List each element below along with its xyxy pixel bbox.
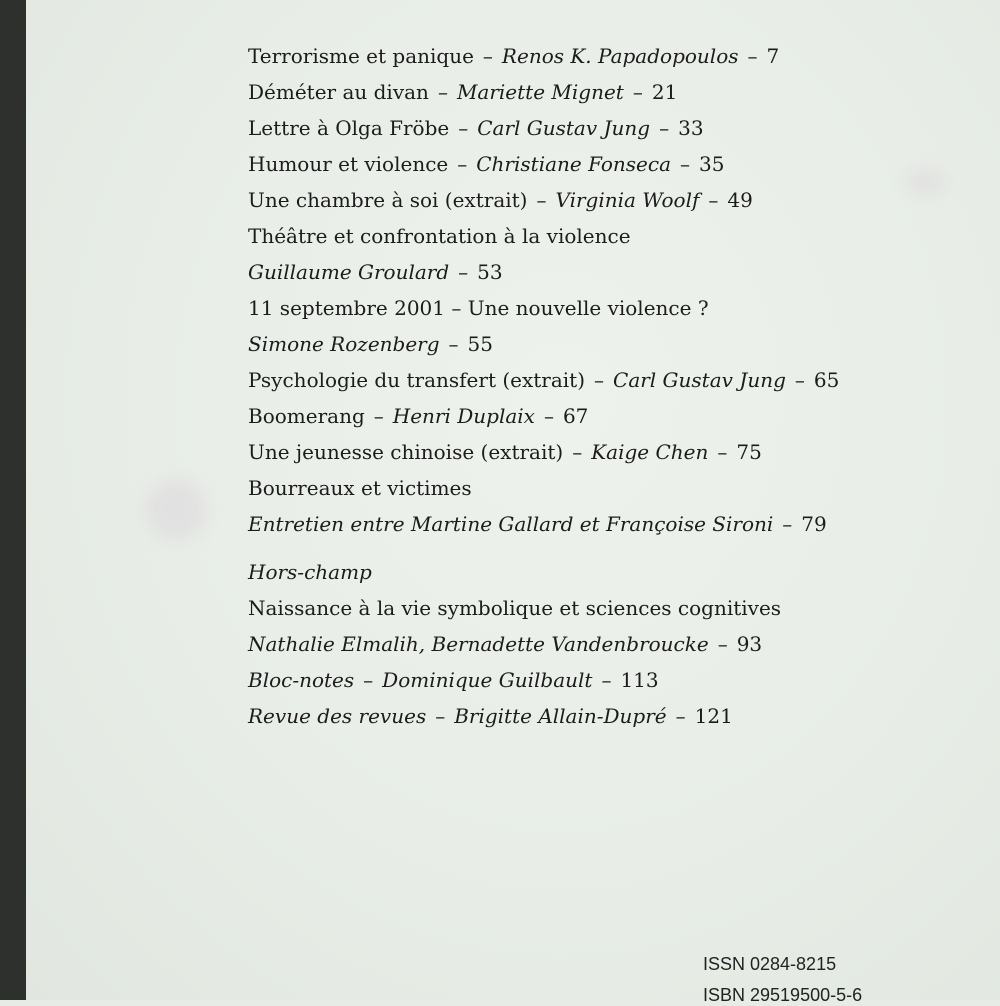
entry-title: Déméter au divan — [248, 80, 429, 104]
toc-entry — [248, 362, 948, 398]
toc-entry — [248, 182, 948, 218]
dash: – — [482, 44, 493, 68]
entry-page: 35 — [699, 152, 725, 176]
dash: – — [717, 632, 728, 656]
entry-author: Carl Gustav Jung — [613, 368, 786, 392]
entry-title: Lettre à Olga Fröbe — [248, 116, 450, 140]
entry-page: 21 — [651, 80, 678, 104]
toc-entry-author-line — [248, 254, 948, 290]
dash: – — [572, 440, 583, 464]
entry-page: 93 — [736, 632, 763, 656]
dash: – — [659, 116, 670, 140]
dash: – — [457, 152, 468, 176]
entry-author: Nathalie Elmalih, Bernadette Vandenbroucke — [248, 632, 709, 656]
toc-entry — [248, 434, 948, 470]
dash: – — [782, 512, 793, 536]
entry-author: Simone Rozenberg — [248, 332, 440, 356]
entry-page: 65 — [813, 368, 840, 392]
entry-author: Henri Duplaix — [392, 404, 535, 428]
entry-page: 49 — [727, 188, 753, 212]
entry-author: Carl Gustav Jung — [477, 116, 651, 140]
issn-code: ISSN 0284-8215 — [703, 954, 837, 974]
entry-title: 11 septembre 2001 – Une nouvelle violence ? — [248, 296, 709, 320]
dash: – — [794, 368, 805, 392]
entry-page: 75 — [736, 440, 762, 464]
entry-title: Psychologie du transfert (extrait) — [248, 368, 586, 392]
toc-entry-author-line — [248, 626, 948, 662]
dash: – — [680, 152, 691, 176]
dash: – — [708, 188, 719, 212]
dash: – — [448, 332, 459, 356]
dash: – — [543, 404, 554, 428]
toc-entry — [248, 398, 948, 434]
entry-page: 67 — [562, 404, 589, 428]
entry-author: Brigitte Allain-Dupré — [454, 704, 667, 728]
isbn-code: ISBN 29519500-5-6 — [703, 985, 863, 1005]
left-edge-band — [0, 0, 26, 1000]
entry-page: 53 — [477, 260, 503, 284]
dash: – — [363, 668, 374, 692]
entry-page: 33 — [678, 116, 704, 140]
toc-entry — [248, 38, 948, 74]
section-heading — [248, 554, 948, 590]
entry-author: Dominique Guilbault — [382, 668, 593, 692]
toc-entry-author-line — [248, 326, 948, 362]
entry-author: Kaige Chen — [591, 440, 709, 464]
entry-page: 7 — [766, 44, 780, 68]
entry-page: 113 — [620, 668, 659, 692]
dash: – — [717, 440, 728, 464]
paper-stain — [146, 480, 206, 540]
dash: – — [435, 704, 446, 728]
dash: – — [458, 116, 469, 140]
dash: – — [747, 44, 758, 68]
dash: – — [437, 80, 448, 104]
entry-page: 121 — [694, 704, 733, 728]
toc-entry — [248, 662, 948, 698]
entry-author: Renos K. Papadopoulos — [501, 44, 739, 68]
toc-entry-author-line — [248, 506, 948, 542]
entry-title: Boomerang — [248, 404, 365, 428]
toc-entry-title-line — [248, 290, 948, 326]
entry-author: Virginia Woolf — [555, 188, 700, 212]
entry-author: Christiane Fonseca — [476, 152, 672, 176]
dash: – — [601, 668, 612, 692]
toc-entry-title-line — [248, 590, 948, 626]
dash: – — [594, 368, 605, 392]
dash: – — [373, 404, 384, 428]
dash: – — [675, 704, 686, 728]
hors-champ-heading: Hors-champ — [248, 560, 372, 584]
entry-title: Bloc-notes — [248, 668, 355, 692]
entry-title: Naissance à la vie symbolique et sciences cognitives — [248, 596, 782, 620]
dash: – — [536, 188, 547, 212]
entry-title: Une jeunesse chinoise (extrait) — [248, 440, 564, 464]
table-of-contents — [248, 38, 948, 734]
entry-title: Une chambre à soi (extrait) — [248, 188, 528, 212]
entry-title: Revue des revues — [248, 704, 427, 728]
entry-title: Théâtre et confrontation à la violence — [248, 224, 631, 248]
toc-entry-title-line — [248, 218, 948, 254]
entry-author: Guillaume Groulard — [248, 260, 450, 284]
toc-entry — [248, 74, 948, 110]
entry-page: 79 — [801, 512, 827, 536]
entry-author: Mariette Mignet — [456, 80, 624, 104]
entry-title: Bourreaux et victimes — [248, 476, 472, 500]
toc-entry — [248, 146, 948, 182]
entry-page: 55 — [467, 332, 493, 356]
dash: – — [458, 260, 469, 284]
toc-entry-title-line — [248, 470, 948, 506]
entry-title: Humour et violence — [248, 152, 449, 176]
entry-title: Terrorisme et panique — [248, 44, 474, 68]
dash: – — [632, 80, 643, 104]
toc-entry — [248, 698, 948, 734]
toc-entry — [248, 110, 948, 146]
entry-author: Entretien entre Martine Gallard et Françoise Sironi — [248, 512, 774, 536]
